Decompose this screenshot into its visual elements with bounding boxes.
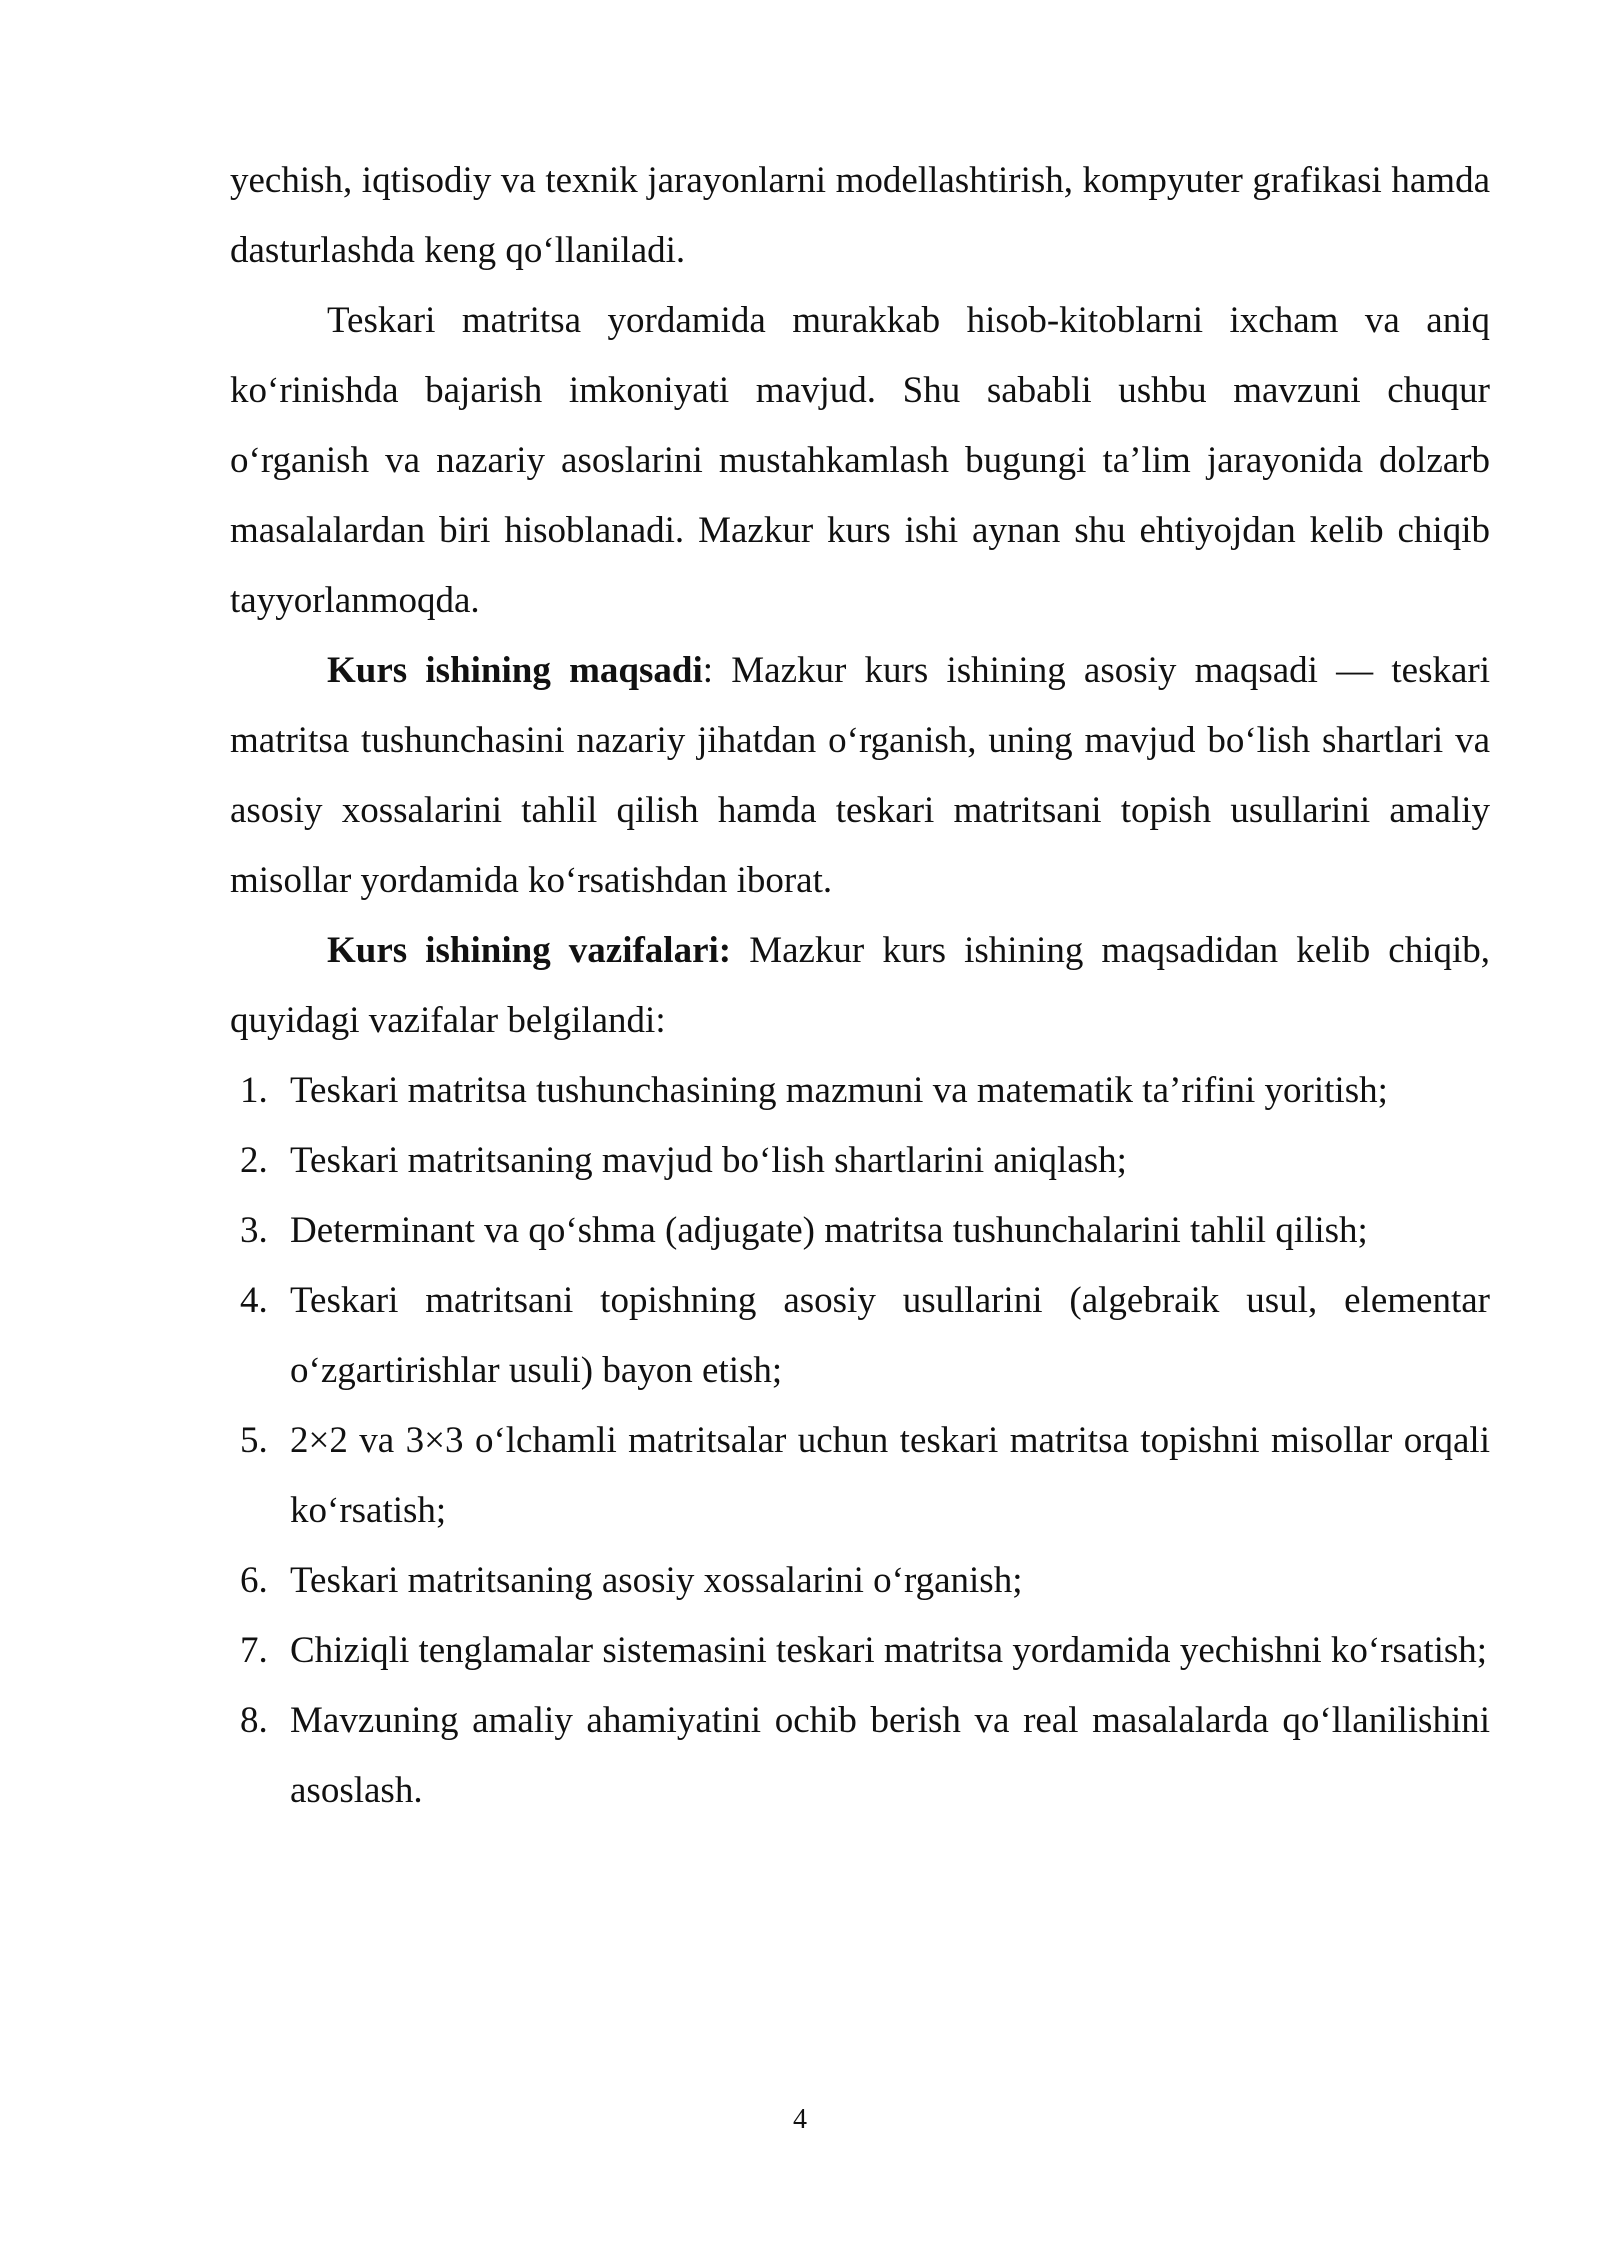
list-item — [230, 1196, 1490, 1266]
list-item-number: 7. — [240, 1630, 268, 1671]
list-item-text: Chiziqli tenglamalar sistemasini teskari matritsa yordamida yechishni ko‘rsatish; — [290, 1630, 1488, 1671]
list-item-text: Teskari matritsani topishning asosiy usullarini (algebraik usul, elementar o‘zgartirishlar usuli) bayon etish; — [290, 1280, 1490, 1391]
paragraph-course-tasks — [230, 916, 1490, 1056]
list-item-text: Determinant va qo‘shma (adjugate) matritsa tushunchalarini tahlil qilish; — [290, 1210, 1368, 1251]
paragraph-intro-continuation: yechish, iqtisodiy va texnik jarayonlarni modellashtirish, kompyuter grafikasi hamda dasturlashda keng qo‘llaniladi. — [230, 160, 1490, 271]
list-item — [230, 1406, 1490, 1546]
list-item-number: 2. — [240, 1140, 268, 1181]
list-item-number: 6. — [240, 1560, 268, 1601]
paragraph-inverse-matrix-relevance: Teskari matritsa yordamida murakkab hisob-kitoblarni ixcham va aniq ko‘rinishda bajarish imkoniyati mavjud. Shu sababli ushbu mavzuni chuqur o‘rganish va nazariy asoslarini mustahkamlash bugungi ta’lim jarayonida dolzarb masalalardan biri hisoblanadi. Mazkur kurs ishi aynan shu ehtiyojdan kelib chiqib tayyorlanmoqda. — [230, 300, 1490, 621]
list-item — [230, 1616, 1490, 1686]
list-item-text: Mavzuning amaliy ahamiyatini ochib berish va real masalalarda qo‘llanilishini asoslash. — [290, 1700, 1490, 1811]
list-item-text: Teskari matritsaning asosiy xossalarini o‘rganish; — [290, 1560, 1023, 1601]
list-item-number: 4. — [240, 1280, 268, 1321]
list-item-number: 3. — [240, 1210, 268, 1251]
course-tasks-text: Mazkur kurs ishining maqsadidan kelib chiqib, quyidagi vazifalar belgilandi: — [230, 930, 1490, 1041]
list-item-number: 5. — [240, 1420, 268, 1461]
list-item — [230, 1126, 1490, 1196]
paragraph-course-goal — [230, 636, 1490, 916]
document-page — [230, 146, 1490, 1826]
course-goal-label: Kurs ishining maqsadi — [327, 650, 703, 691]
list-item — [230, 1266, 1490, 1406]
task-list — [230, 1056, 1490, 1826]
list-item-number: 8. — [240, 1700, 268, 1741]
list-item — [230, 1686, 1490, 1826]
list-item-number: 1. — [240, 1070, 268, 1111]
course-goal-text: : Mazkur kurs ishining asosiy maqsadi — teskari matritsa tushunchasini nazariy jihatdan o‘rganish, uning mavjud bo‘lish shartlari va asosiy xossalarini tahlil qilish hamda teskari matritsani topish usullarini amaliy misollar yordamida ko‘rsatishdan iborat. — [230, 650, 1491, 901]
list-item-text: 2×2 va 3×3 o‘lchamli matritsalar uchun teskari matritsa topishni misollar orqali ko‘rsatish; — [290, 1420, 1490, 1531]
list-item-text: Teskari matritsa tushunchasining mazmuni va matematik ta’rifini yoritish; — [290, 1070, 1388, 1111]
list-item — [230, 1546, 1490, 1616]
page-number: 4 — [793, 2104, 807, 2135]
list-item-text: Teskari matritsaning mavjud bo‘lish shartlarini aniqlash; — [290, 1140, 1127, 1181]
list-item — [230, 1056, 1490, 1126]
course-tasks-label: Kurs ishining vazifalari: — [327, 930, 732, 971]
